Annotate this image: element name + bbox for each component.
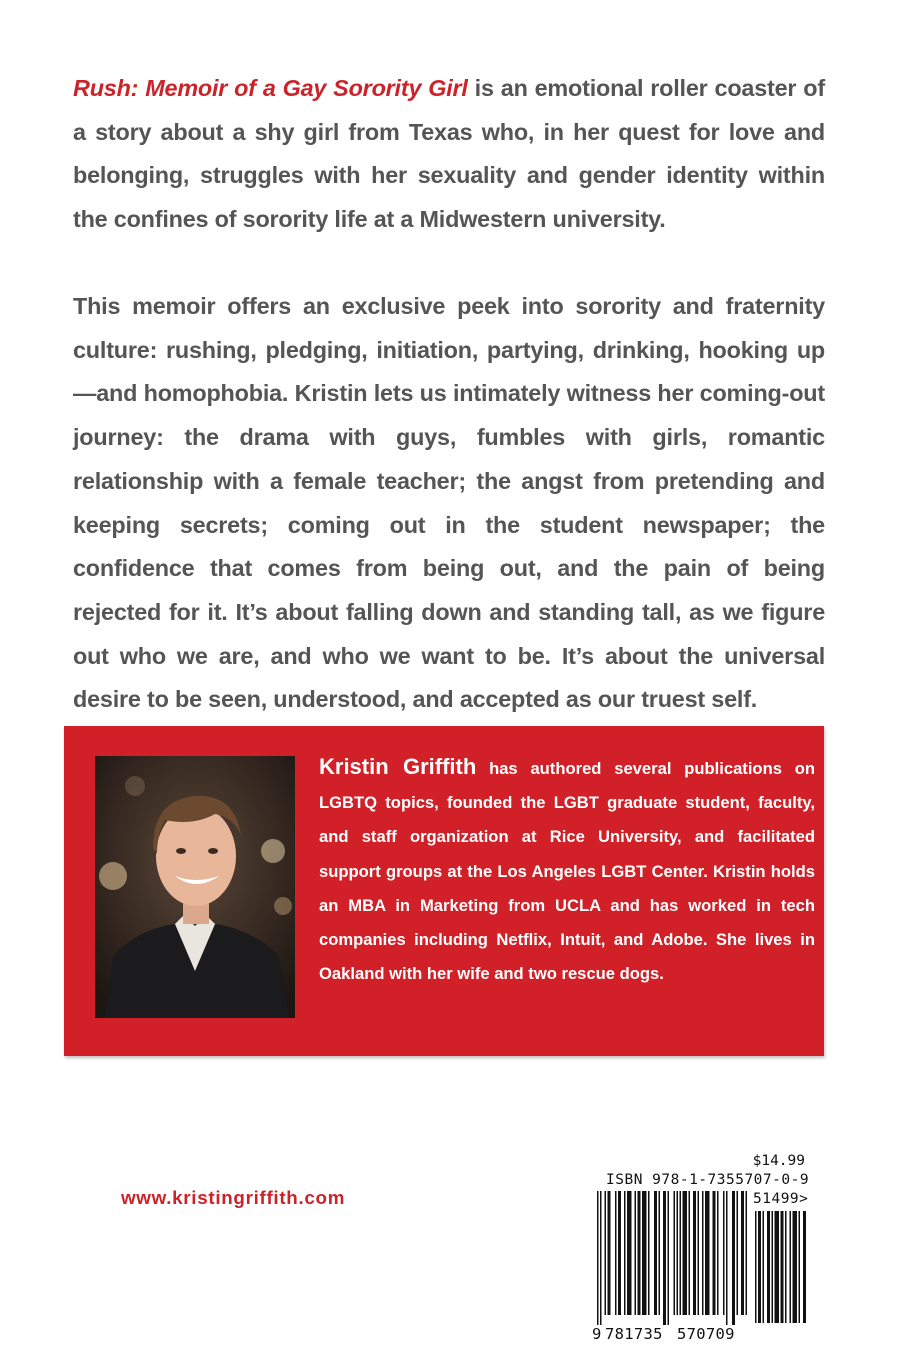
barcode-bar: [627, 1191, 632, 1315]
barcode-bar: [689, 1191, 691, 1315]
barcode-bar: [772, 1211, 774, 1323]
barcode-bar: [717, 1191, 719, 1315]
addon-code: 51499>: [753, 1191, 809, 1207]
ean-right-group: 570709: [677, 1325, 735, 1343]
barcode-bar: [698, 1191, 700, 1315]
barcode-bar: [674, 1191, 676, 1315]
blurb-paragraph-1: [73, 67, 825, 242]
barcode-bar: [677, 1191, 679, 1315]
barcode-bar: [793, 1211, 798, 1323]
barcode-bar: [608, 1191, 611, 1315]
barcode-bar: [732, 1191, 735, 1325]
barcode-bar: [767, 1211, 770, 1323]
author-bio-text: has authored several publications on LGBTQ topics, founded the LGBT graduate student, faculty, and staff organization at Rice University, and facilitated support groups at the Los Angeles LGBT Center. Kristin holds an MBA in Marketing from UCLA and has worked in tech companies including Netflix, Intuit, and Adobe. She lives in Oakland with her wife and two rescue dogs.: [319, 759, 815, 984]
isbn-label: ISBN 978-1-7355707-0-9: [606, 1172, 810, 1188]
blurb-paragraph-1-text: is an emotional roller coaster of a story about a shy girl from Texas who, in her quest for love and belonging, struggles with her sexuality and gender identity within the confines of sorority life at a Midwestern university.: [73, 75, 825, 233]
barcode-bar: [763, 1211, 765, 1323]
barcode-bar: [642, 1191, 647, 1315]
barcode-bar: [683, 1191, 688, 1315]
ean-digits: [589, 1325, 745, 1349]
barcode-bar: [600, 1191, 602, 1325]
author-photo: [95, 756, 295, 1018]
barcode-bar: [663, 1191, 666, 1325]
barcode-bar: [758, 1211, 761, 1323]
price-label: $14.99: [752, 1153, 805, 1169]
barcode-bar: [635, 1191, 637, 1315]
ean-lead-digit: 9: [592, 1325, 602, 1343]
barcode-bar: [746, 1191, 748, 1315]
barcode-bar: [790, 1211, 792, 1323]
barcode-bar: [654, 1191, 657, 1315]
isbn-barcode-area: [589, 1145, 907, 1360]
barcode-bar: [668, 1191, 670, 1325]
barcode-bar: [624, 1191, 626, 1315]
barcode-bar: [785, 1211, 787, 1323]
author-website-link[interactable]: www.kristingriffith.com: [121, 1187, 346, 1208]
addon-barcode: [755, 1211, 809, 1347]
ean-barcode: [597, 1191, 747, 1327]
barcode-bar: [618, 1191, 621, 1315]
barcode-bar: [648, 1191, 650, 1315]
barcode-bar: [803, 1211, 806, 1323]
barcode-bar: [737, 1191, 739, 1315]
barcode-bar: [755, 1211, 757, 1323]
author-bio: [319, 750, 815, 991]
barcode-bar: [723, 1191, 725, 1315]
barcode-bar: [726, 1191, 728, 1325]
barcode-bar: [605, 1191, 607, 1315]
barcode-bar: [702, 1191, 704, 1315]
barcode-bar: [597, 1191, 599, 1325]
barcode-bar: [659, 1191, 661, 1315]
barcode-bar: [799, 1211, 801, 1323]
barcode-bar: [693, 1191, 696, 1315]
blurb-paragraph-2: This memoir offers an exclusive peek into sorority and fraternity culture: rushing, pledging, initiation, partying, drinking, hooking up—and homophobia. Kristin lets us intimately witness her coming-out journey: the drama with guys, fumbles with girls, romantic relationship with a female teacher; the angst from pretending and keeping secrets; coming out in the student newspaper; the confidence that comes from being out, and the pain of being rejected for it. It’s about falling down and standing tall, as we figure out who we are, and who we want to be. It’s about the universal desire to be seen, understood, and accepted as our truest self.: [73, 293, 825, 713]
barcode-bar: [713, 1191, 716, 1315]
barcode-bar: [775, 1211, 780, 1323]
book-title: Rush: Memoir of a Gay Sorority Girl: [73, 75, 468, 101]
author-name: Kristin Griffith: [319, 754, 477, 779]
ean-left-group: 781735: [605, 1325, 663, 1343]
barcode-bar: [638, 1191, 641, 1315]
barcode-bar: [705, 1191, 710, 1315]
barcode-bar: [781, 1211, 784, 1323]
barcode-bar: [615, 1191, 617, 1315]
author-bio-panel: [64, 726, 824, 1056]
barcode-bar: [741, 1191, 744, 1315]
barcode-bar: [680, 1191, 682, 1315]
